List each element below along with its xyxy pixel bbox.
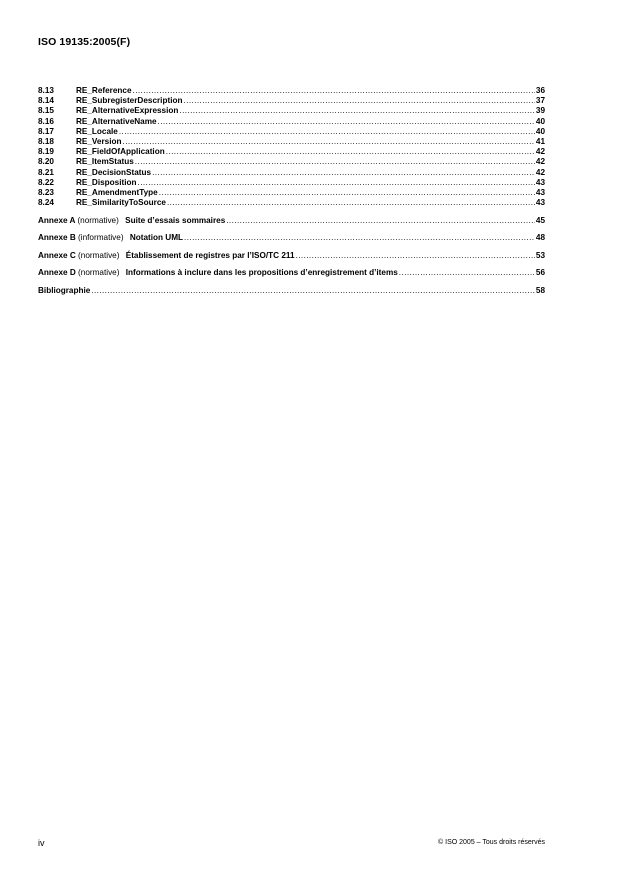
toc-entry[interactable] xyxy=(38,86,545,96)
annex-kind: (informative) xyxy=(78,233,124,243)
toc-bibliography-entry[interactable] xyxy=(38,285,545,296)
toc-entry[interactable] xyxy=(38,168,545,178)
annex-title: Notation UML xyxy=(129,233,184,243)
bibliography-title: Bibliographie xyxy=(38,285,91,295)
annex-kind: (normative) xyxy=(78,268,120,278)
toc-entry-number: 8.16 xyxy=(38,116,54,126)
toc-entry-page: 43 xyxy=(535,187,545,197)
toc-entry-page: 42 xyxy=(535,157,545,167)
toc-annex-entry[interactable] xyxy=(38,267,545,278)
toc-entry[interactable] xyxy=(38,117,545,127)
toc-entry-number: 8.14 xyxy=(38,96,54,106)
toc-entry-title: RE_Locale xyxy=(76,126,118,136)
toc-entry-title: RE_Reference xyxy=(76,86,132,95)
toc-entry-number: 8.22 xyxy=(38,177,54,187)
dot-leader xyxy=(167,198,535,208)
toc-entry-page: 43 xyxy=(535,198,545,208)
dot-leader xyxy=(123,137,535,147)
toc-entry-number: 8.15 xyxy=(38,106,54,116)
bibliography-page: 58 xyxy=(535,285,545,295)
annex-label: Annexe A xyxy=(38,215,76,225)
toc-entry-title: RE_Disposition xyxy=(76,177,137,187)
annex-title: Établissement de registres par l’ISO/TC 211 xyxy=(125,250,295,260)
toc-entry-number: 8.21 xyxy=(38,167,54,177)
toc-entry-number: 8.18 xyxy=(38,136,54,146)
dot-leader xyxy=(166,147,535,157)
dot-leader xyxy=(152,168,535,178)
toc-entry-page: 43 xyxy=(535,177,545,187)
dot-leader xyxy=(138,178,535,188)
toc-entry-page: 42 xyxy=(535,167,545,177)
dot-leader xyxy=(159,188,535,198)
dot-leader xyxy=(184,232,535,243)
toc-entry-number: 8.17 xyxy=(38,126,54,136)
table-of-contents xyxy=(38,86,545,296)
annex-kind: (normative) xyxy=(77,215,119,225)
toc-entry-title: RE_AlternativeName xyxy=(76,116,157,126)
annex-page: 48 xyxy=(535,233,545,243)
toc-entry[interactable] xyxy=(38,198,545,208)
annex-page: 45 xyxy=(535,215,545,225)
page-number: iv xyxy=(38,838,45,848)
annex-label: Annexe D xyxy=(38,268,76,278)
toc-entry-title: RE_FieldOfApplication xyxy=(76,147,165,157)
toc-entry[interactable] xyxy=(38,96,545,106)
dot-leader xyxy=(158,117,535,127)
annex-label: Annexe B xyxy=(38,233,76,243)
toc-entry-page: 41 xyxy=(535,136,545,146)
toc-entry-title: RE_AlternativeExpression xyxy=(76,106,179,116)
toc-entry-page: 36 xyxy=(535,86,545,95)
toc-entry-page: 40 xyxy=(535,116,545,126)
toc-entry-title: RE_SimilarityToSource xyxy=(76,198,166,208)
document-header: ISO 19135:2005(F) xyxy=(38,36,131,48)
annex-kind: (normative) xyxy=(78,250,120,260)
dot-leader xyxy=(133,86,535,96)
dot-leader xyxy=(119,127,535,137)
toc-entry-title: RE_DecisionStatus xyxy=(76,167,152,177)
toc-entry-number: 8.13 xyxy=(38,86,54,95)
toc-entry-title: RE_ItemStatus xyxy=(76,157,134,167)
dot-leader xyxy=(183,96,534,106)
annex-title: Suite d’essais sommaires xyxy=(125,215,226,225)
toc-annex-entry[interactable] xyxy=(38,232,545,243)
toc-entry-page: 40 xyxy=(535,126,545,136)
dot-leader xyxy=(91,285,535,296)
toc-entry[interactable] xyxy=(38,147,545,157)
toc-entry[interactable] xyxy=(38,106,545,116)
toc-entry[interactable] xyxy=(38,178,545,188)
toc-entry-title: RE_Version xyxy=(76,136,122,146)
copyright-notice: © ISO 2005 – Tous droits réservés xyxy=(438,839,545,846)
toc-entry[interactable] xyxy=(38,157,545,167)
dot-leader xyxy=(399,267,535,278)
toc-annex-entry[interactable] xyxy=(38,250,545,261)
dot-leader xyxy=(226,215,535,226)
toc-entry-number: 8.20 xyxy=(38,157,54,167)
toc-entry-page: 42 xyxy=(535,147,545,157)
dot-leader xyxy=(135,157,535,167)
toc-entry-title: RE_SubregisterDescription xyxy=(76,96,183,106)
annex-page: 56 xyxy=(535,268,545,278)
toc-annex-entry[interactable] xyxy=(38,215,545,226)
toc-entry-page: 39 xyxy=(535,106,545,116)
annex-label: Annexe C xyxy=(38,250,76,260)
toc-entry-number: 8.24 xyxy=(38,198,54,208)
toc-entry-number: 8.19 xyxy=(38,147,54,157)
toc-entry-number: 8.23 xyxy=(38,187,54,197)
annex-page: 53 xyxy=(535,250,545,260)
toc-entry[interactable] xyxy=(38,137,545,147)
toc-entry[interactable] xyxy=(38,188,545,198)
toc-entry[interactable] xyxy=(38,127,545,137)
annex-title: Informations à inclure dans les propositions d’enregistrement d’items xyxy=(125,268,398,278)
dot-leader xyxy=(296,250,535,261)
dot-leader xyxy=(179,106,535,116)
toc-entry-title: RE_AmendmentType xyxy=(76,187,158,197)
toc-entry-page: 37 xyxy=(535,96,545,106)
